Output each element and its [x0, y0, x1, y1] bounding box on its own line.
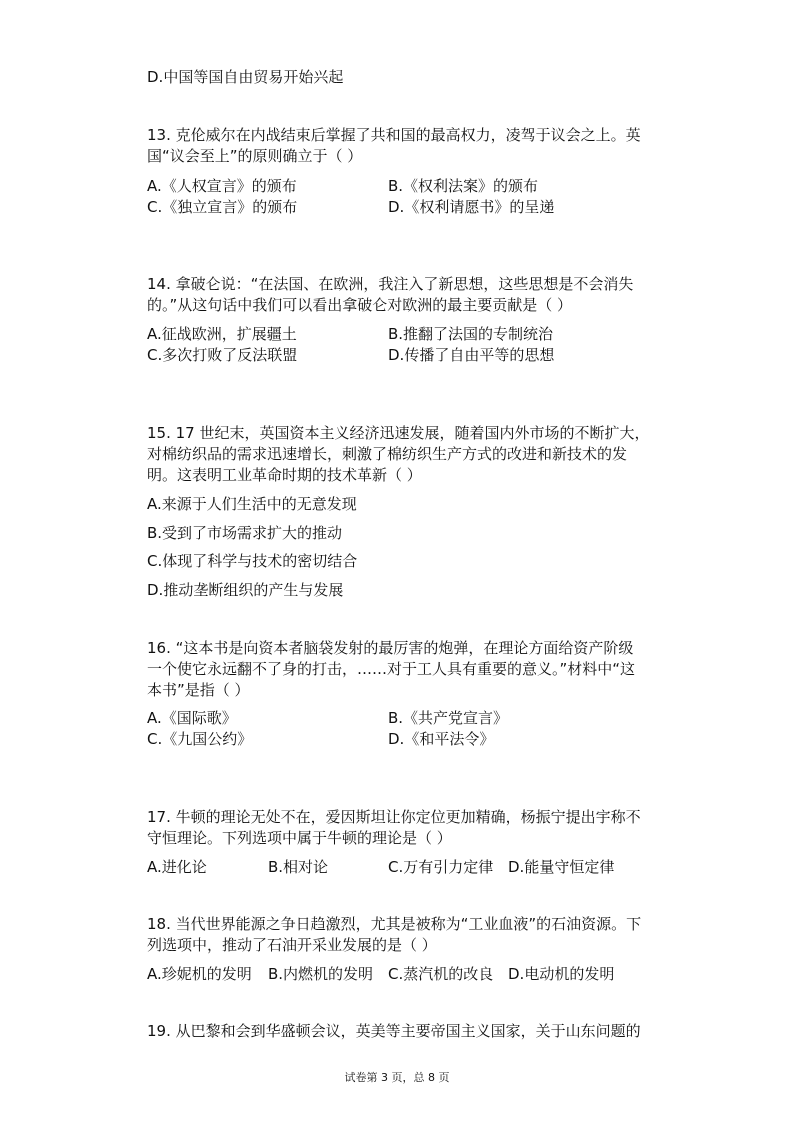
- question-17-option-a[interactable]: A.进化论: [147, 858, 207, 876]
- question-16-option-c[interactable]: C.《九国公约》: [147, 730, 253, 748]
- question-14-option-b[interactable]: B.推翻了法国的专制统治: [388, 325, 554, 343]
- question-18-stem-line-1: 18. 当代世界能源之争日趋激烈，尤其是被称为“工业血液”的石油资源。下: [147, 915, 642, 933]
- question-17-option-c[interactable]: C.万有引力定律: [388, 858, 494, 876]
- question-15-stem-line-2: 对棉纺织品的需求迅速增长，刺激了棉纺织生产方式的改进和新技术的发: [147, 445, 628, 463]
- question-14-stem-line-2: 的。”从这句话中我们可以看出拿破仑对欧洲的最主要贡献是（ ）: [147, 296, 573, 314]
- question-16-option-b[interactable]: B.《共产党宣言》: [388, 709, 509, 727]
- question-16-stem-line-3: 本书”是指（ ）: [147, 681, 250, 699]
- question-18-option-d[interactable]: D.电动机的发明: [508, 965, 615, 983]
- question-18-option-c[interactable]: C.蒸汽机的改良: [388, 965, 494, 983]
- prev-question-option-d: D.中国等国自由贸易开始兴起: [147, 68, 344, 86]
- question-14-option-c[interactable]: C.多次打败了反法联盟: [147, 346, 298, 364]
- question-17-option-d[interactable]: D.能量守恒定律: [508, 858, 615, 876]
- question-13-stem-line-2: 国“议会至上”的原则确立于（ ）: [147, 147, 363, 165]
- question-13-option-a[interactable]: A.《人权宣言》的颁布: [147, 177, 297, 195]
- question-17-option-b[interactable]: B.相对论: [268, 858, 329, 876]
- question-16-stem-line-2: 一个使它永远翻不了身的打击，……对于工人具有重要的意义。”材料中“这: [147, 660, 636, 678]
- question-16-stem-line-1: 16. “这本书是向资本者脑袋发射的最厉害的炮弹，在理论方面给资产阶级: [147, 639, 634, 657]
- question-17-stem-line-2: 守恒理论。下列选项中属于牛顿的理论是（ ）: [147, 829, 452, 847]
- question-15-option-a[interactable]: A.来源于人们生活中的无意发现: [147, 495, 357, 513]
- question-15-stem-line-1: 15. 17 世纪末，英国资本主义经济迅速发展，随着国内外市场的不断扩大，: [147, 424, 650, 442]
- question-15-option-b[interactable]: B.受到了市场需求扩大的推动: [147, 524, 343, 542]
- question-17-stem-line-1: 17. 牛顿的理论无处不在，爱因斯坦让你定位更加精确，杨振宁提出宇称不: [147, 808, 641, 826]
- question-18-stem-line-2: 列选项中，推动了石油开采业发展的是（ ）: [147, 936, 437, 954]
- question-13-stem-line-1: 13. 克伦威尔在内战结束后掌握了共和国的最高权力，凌驾于议会之上。英: [147, 126, 641, 144]
- question-13-option-d[interactable]: D.《权利请愿书》的呈递: [388, 198, 555, 216]
- question-14-option-a[interactable]: A.征战欧洲，扩展疆土: [147, 325, 297, 343]
- question-15-option-c[interactable]: C.体现了科学与技术的密切结合: [147, 552, 358, 570]
- question-15-stem-line-3: 明。这表明工业革命时期的技术革新（ ）: [147, 466, 422, 484]
- question-14-stem-line-1: 14. 拿破仑说：“在法国、在欧洲，我注入了新思想，这些思想是不会消失: [147, 275, 634, 293]
- question-18-option-b[interactable]: B.内燃机的发明: [268, 965, 374, 983]
- question-15-option-d[interactable]: D.推动垄断组织的产生与发展: [147, 581, 344, 599]
- question-13-option-c[interactable]: C.《独立宣言》的颁布: [147, 198, 298, 216]
- page-footer: 试卷第 3 页，总 8 页: [344, 1071, 450, 1084]
- question-13-option-b[interactable]: B.《权利法案》的颁布: [388, 177, 539, 195]
- question-18-option-a[interactable]: A.珍妮机的发明: [147, 965, 252, 983]
- question-19-stem-line-1: 19. 从巴黎和会到华盛顿会议，英美等主要帝国主义国家，关于山东问题的: [147, 1022, 641, 1040]
- question-14-option-d[interactable]: D.传播了自由平等的思想: [388, 346, 555, 364]
- question-16-option-d[interactable]: D.《和平法令》: [388, 730, 495, 748]
- question-16-option-a[interactable]: A.《国际歌》: [147, 709, 237, 727]
